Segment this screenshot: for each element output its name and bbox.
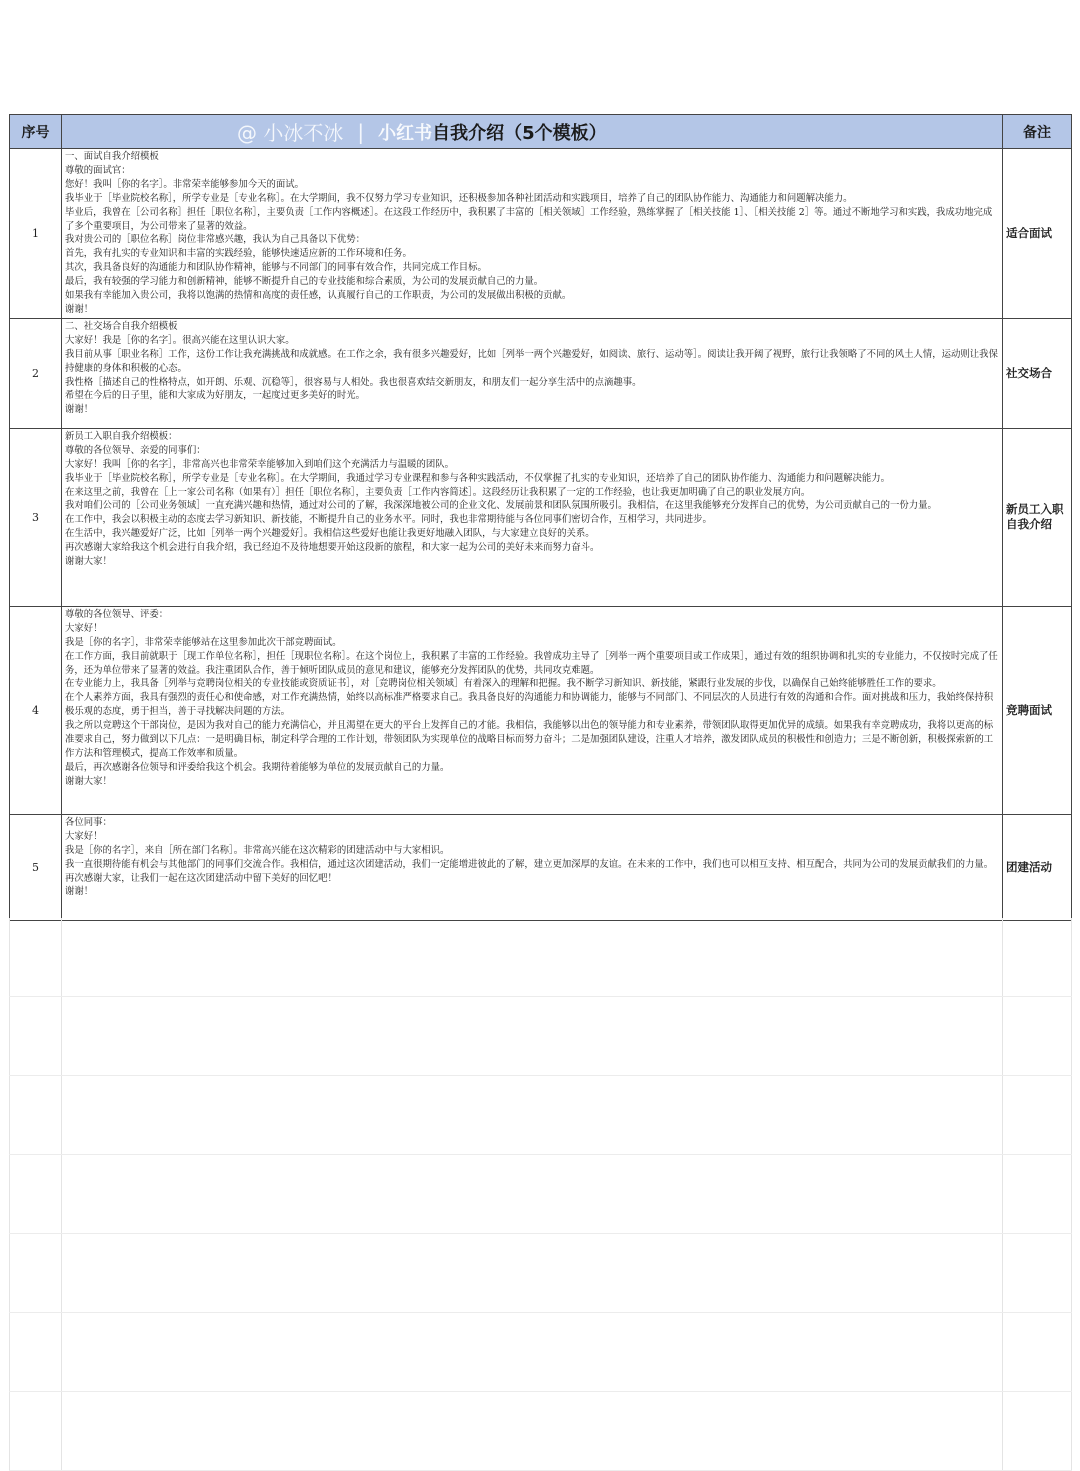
content-line: 在个人素养方面，我具有强烈的责任心和使命感，对工作充满热情，始终以高标准严格要求自己。我具备良好的沟通能力和协调能力，能够与不同部门、不同层次的人员进行有效的沟通和合作。面对挑战和压力，我始终保持积极乐观的态度，勇于担当，善于寻找解决问题的方法。 — [65, 692, 994, 718]
empty-cell — [10, 997, 62, 1076]
empty-cell — [1003, 1155, 1072, 1234]
content-line: 其次，我具备良好的沟通能力和团队协作精神，能够与不同部门的同事有效合作，共同完成工作目标。 — [65, 262, 487, 274]
empty-cell — [1003, 1234, 1072, 1313]
content-line: 在生活中，我兴趣爱好广泛，比如［列举一两个兴趣爱好］。我相信这些爱好也能让我更好地融入团队，与大家建立良好的关系。 — [65, 528, 595, 540]
content-line: 谢谢！ — [65, 404, 94, 416]
empty-cell — [62, 1155, 1003, 1234]
content-line: 我毕业于［毕业院校名称］，所学专业是［专业名称］。在大学期间，我通过学习专业课程和参与各种实践活动，不仅掌握了扎实的专业知识，还培养了自己的团队协作能力、沟通能力和问题解决能力。 — [65, 472, 890, 484]
row-index: 3 — [10, 428, 62, 606]
content-line: 希望在今后的日子里，能和大家成为好朋友，一起度过更多美好的时光。 — [65, 390, 366, 402]
watermark-user: @ 小冰不冰 — [237, 121, 344, 145]
content-line: 我目前从事［职业名称］工作，这份工作让我充满挑战和成就感。在工作之余，我有很多兴趣爱好，比如［列举一两个兴趣爱好，如阅读、旅行、运动等］。阅读让我开阔了视野，旅行让我领略了不同的风土人情，运动则让我保持健康的身体和积极的心态。 — [65, 348, 998, 374]
row-content — [62, 428, 1003, 606]
row-index: 5 — [10, 814, 62, 920]
content-line: 谢谢！ — [65, 886, 94, 898]
empty-cell — [10, 1234, 62, 1313]
content-line: 最后，再次感谢各位领导和评委给我这个机会。我期待着能够为单位的发展贡献自己的力量。 — [65, 761, 450, 773]
row-note: 竞聘面试 — [1003, 606, 1072, 814]
content-line: 尊敬的各位领导、评委： — [65, 608, 169, 620]
row-index: 1 — [10, 149, 62, 319]
content-line: 大家好！ — [65, 830, 103, 842]
content-line: 我一直很期待能有机会与其他部门的同事们交流合作。我相信，通过这次团建活动，我们一定能增进彼此的了解，建立更加深厚的友谊。在未来的工作中，我们也可以相互支持、相互配合，共同为公司的发展贡献我们的力量。 — [65, 858, 994, 870]
template-table — [9, 114, 1072, 921]
row-index: 2 — [10, 318, 62, 428]
table-row — [10, 428, 1072, 606]
content-line: 我毕业于［毕业院校名称］，所学专业是［专业名称］。在大学期间，我不仅努力学习专业知识，还积极参加各种社团活动和实践项目，培养了自己的团队协作能力、沟通能力和问题解决能力。 — [65, 192, 853, 204]
content-line: 我是［你的名字］，来自［所在部门名称］。非常高兴能在这次精彩的团建活动中与大家相识。 — [65, 844, 450, 856]
table-row — [10, 606, 1072, 814]
content-line: 再次感谢大家给我这个机会进行自我介绍，我已经迫不及待地想要开始这段新的旅程，和大家一起为公司的美好未来而努力奋斗。 — [65, 542, 600, 554]
empty-grid-row — [10, 1076, 1072, 1155]
content-line: 我性格［描述自己的性格特点，如开朗、乐观、沉稳等］，很容易与人相处。我也很喜欢结交新朋友，和朋友们一起分享生活中的点滴趣事。 — [65, 376, 642, 388]
content-line: 大家好！我叫［你的名字］，非常高兴也非常荣幸能够加入到咱们这个充满活力与温暖的团队。 — [65, 458, 455, 470]
content-line: 谢谢！ — [65, 303, 94, 315]
content-line: 我是［你的名字］，非常荣幸能够站在这里参加此次干部竞聘面试。 — [65, 636, 342, 648]
table-row — [10, 149, 1072, 319]
content-line: 我对贵公司的［职位名称］岗位非常感兴趣，我认为自己具备以下优势： — [65, 234, 366, 246]
empty-cell — [10, 1076, 62, 1155]
row-content — [62, 606, 1003, 814]
content-line: 新员工入职自我介绍模板： — [65, 430, 178, 442]
content-line: 谢谢大家！ — [65, 556, 112, 568]
content-line: 大家好！ — [65, 622, 103, 634]
content-line: 一、面试自我介绍模板 — [65, 151, 159, 162]
content-line: 毕业后，我曾在［公司名称］担任［职位名称］，主要负责［工作内容概述］。在这段工作经历中，我积累了丰富的［相关领域］工作经验，熟练掌握了［相关技能 1］、［相关技能 2］等。通过不断地学习和实践，我成功地完成了多个重要项目，为公司带来了显著的效益。 — [65, 206, 993, 232]
content-line: 再次感谢大家，让我们一起在这次团建活动中留下美好的回忆吧！ — [65, 872, 337, 884]
content-line: 二、社交场合自我介绍模板 — [65, 320, 178, 332]
content-line: 我对咱们公司的［公司业务领域］一直充满兴趣和热情，通过对公司的了解，我深深地被公司的企业文化、发展前景和团队氛围所吸引。我相信，在这里我能够充分发挥自己的优势，为公司贡献自己的一份力量。 — [65, 500, 937, 512]
row-content — [62, 149, 1003, 319]
content-line: 在专业能力上，我具备［列举与竞聘岗位相关的专业技能或资质证书］，对［竞聘岗位相关领域］有着深入的理解和把握。我不断学习新知识、新技能，紧跟行业发展的步伐，以确保自己始终能够胜任工作的要求。 — [65, 678, 942, 690]
watermark-separator: | — [357, 119, 365, 144]
content-line: 谢谢大家！ — [65, 775, 112, 787]
empty-cell — [10, 1392, 62, 1471]
watermark-brand-logo: 小红书 — [378, 122, 433, 144]
content-line: 大家好！我是［你的名字］。很高兴能在这里认识大家。 — [65, 334, 295, 346]
row-index: 4 — [10, 606, 62, 814]
content-line: 在工作方面，我目前就职于［现工作单位名称］，担任［现职位名称］。在这个岗位上，我积累了丰富的工作经验。我曾成功主导了［列举一两个重要项目或工作成果］，通过有效的组织协调和扎实的专业能力，不仅按时完成了任务，还为单位带来了显著的效益。我注重团队合作，善于倾听团队成员的意见和建议，能够充分发挥团队的优势，共同攻克难题。 — [65, 650, 998, 676]
empty-cell — [10, 1155, 62, 1234]
empty-cell — [62, 997, 1003, 1076]
empty-grid-row — [10, 997, 1072, 1076]
header-note: 备注 — [1003, 115, 1072, 149]
empty-grid-row — [10, 1313, 1072, 1392]
empty-cell — [62, 1313, 1003, 1392]
empty-cell — [62, 1076, 1003, 1155]
content-line: 尊敬的面试官： — [65, 164, 131, 176]
empty-cell — [62, 1234, 1003, 1313]
header-row — [10, 115, 1072, 149]
row-note: 社交场合 — [1003, 318, 1072, 428]
row-note: 新员工入职自我介绍 — [1003, 428, 1072, 606]
content-line: 尊敬的各位领导、亲爱的同事们： — [65, 444, 206, 456]
empty-cell — [1003, 918, 1072, 997]
empty-cell — [1003, 1392, 1072, 1471]
empty-grid-row — [10, 1392, 1072, 1471]
empty-cell — [62, 918, 1003, 997]
content-line: 如果我有幸能加入贵公司，我将以饱满的热情和高度的责任感，认真履行自己的工作职责，为公司的发展做出积极的贡献。 — [65, 290, 572, 302]
content-line: 最后，我有较强的学习能力和创新精神，能够不断提升自己的专业技能和综合素质，为公司的发展贡献自己的力量。 — [65, 276, 544, 288]
empty-grid-row — [10, 1234, 1072, 1313]
table-row — [10, 318, 1072, 428]
empty-cell — [1003, 997, 1072, 1076]
header-index: 序号 — [10, 115, 62, 149]
empty-cell — [1003, 1313, 1072, 1392]
content-line: 首先，我有扎实的专业知识和丰富的实践经验，能够快速适应新的工作环境和任务。 — [65, 248, 412, 260]
row-content — [62, 318, 1003, 428]
content-line: 您好！我叫［你的名字］。非常荣幸能够参加今天的面试。 — [65, 178, 305, 190]
page-title: 自我介绍（5个模板） — [432, 122, 607, 144]
empty-grid — [9, 918, 1072, 1471]
row-note: 适合面试 — [1003, 149, 1072, 319]
empty-grid-row — [10, 918, 1072, 997]
content-line: 在工作中，我会以积极主动的态度去学习新知识、新技能，不断提升自己的业务水平。同时，我也非常期待能与各位同事们密切合作，互相学习，共同进步。 — [65, 514, 712, 526]
content-line: 在来这里之前，我曾在［上一家公司名称（如果有）］担任［职位名称］，主要负责［工作内容简述］。这段经历让我积累了一定的工作经验，也让我更加明确了自己的职业发展方向。 — [65, 486, 811, 498]
content-line: 各位同事： — [65, 816, 112, 828]
header-title-cell — [62, 115, 1003, 149]
empty-cell — [10, 918, 62, 997]
content-line: 我之所以竞聘这个干部岗位，是因为我对自己的能力充满信心，并且渴望在更大的平台上发挥自己的才能。我相信，我能够以出色的领导能力和专业素养，带领团队取得更加优异的成绩。如果我有幸竞聘成功，我将以更高的标准要求自己，努力做到以下几点：一是明确目标，制定科学合理的工作计划，带领团队为实现单位的战略目标而努力奋斗；二是加强团队建设，注重人才培养，激发团队成员的积极性和创造力；三是不断创新，积极探索新的工作方法和管理模式，提高工作效率和质量。 — [65, 720, 994, 759]
row-note: 团建活动 — [1003, 814, 1072, 920]
table-row — [10, 814, 1072, 920]
empty-cell — [10, 1313, 62, 1392]
empty-grid-row — [10, 1155, 1072, 1234]
empty-cell — [62, 1392, 1003, 1471]
empty-cell — [1003, 1076, 1072, 1155]
row-content — [62, 814, 1003, 920]
